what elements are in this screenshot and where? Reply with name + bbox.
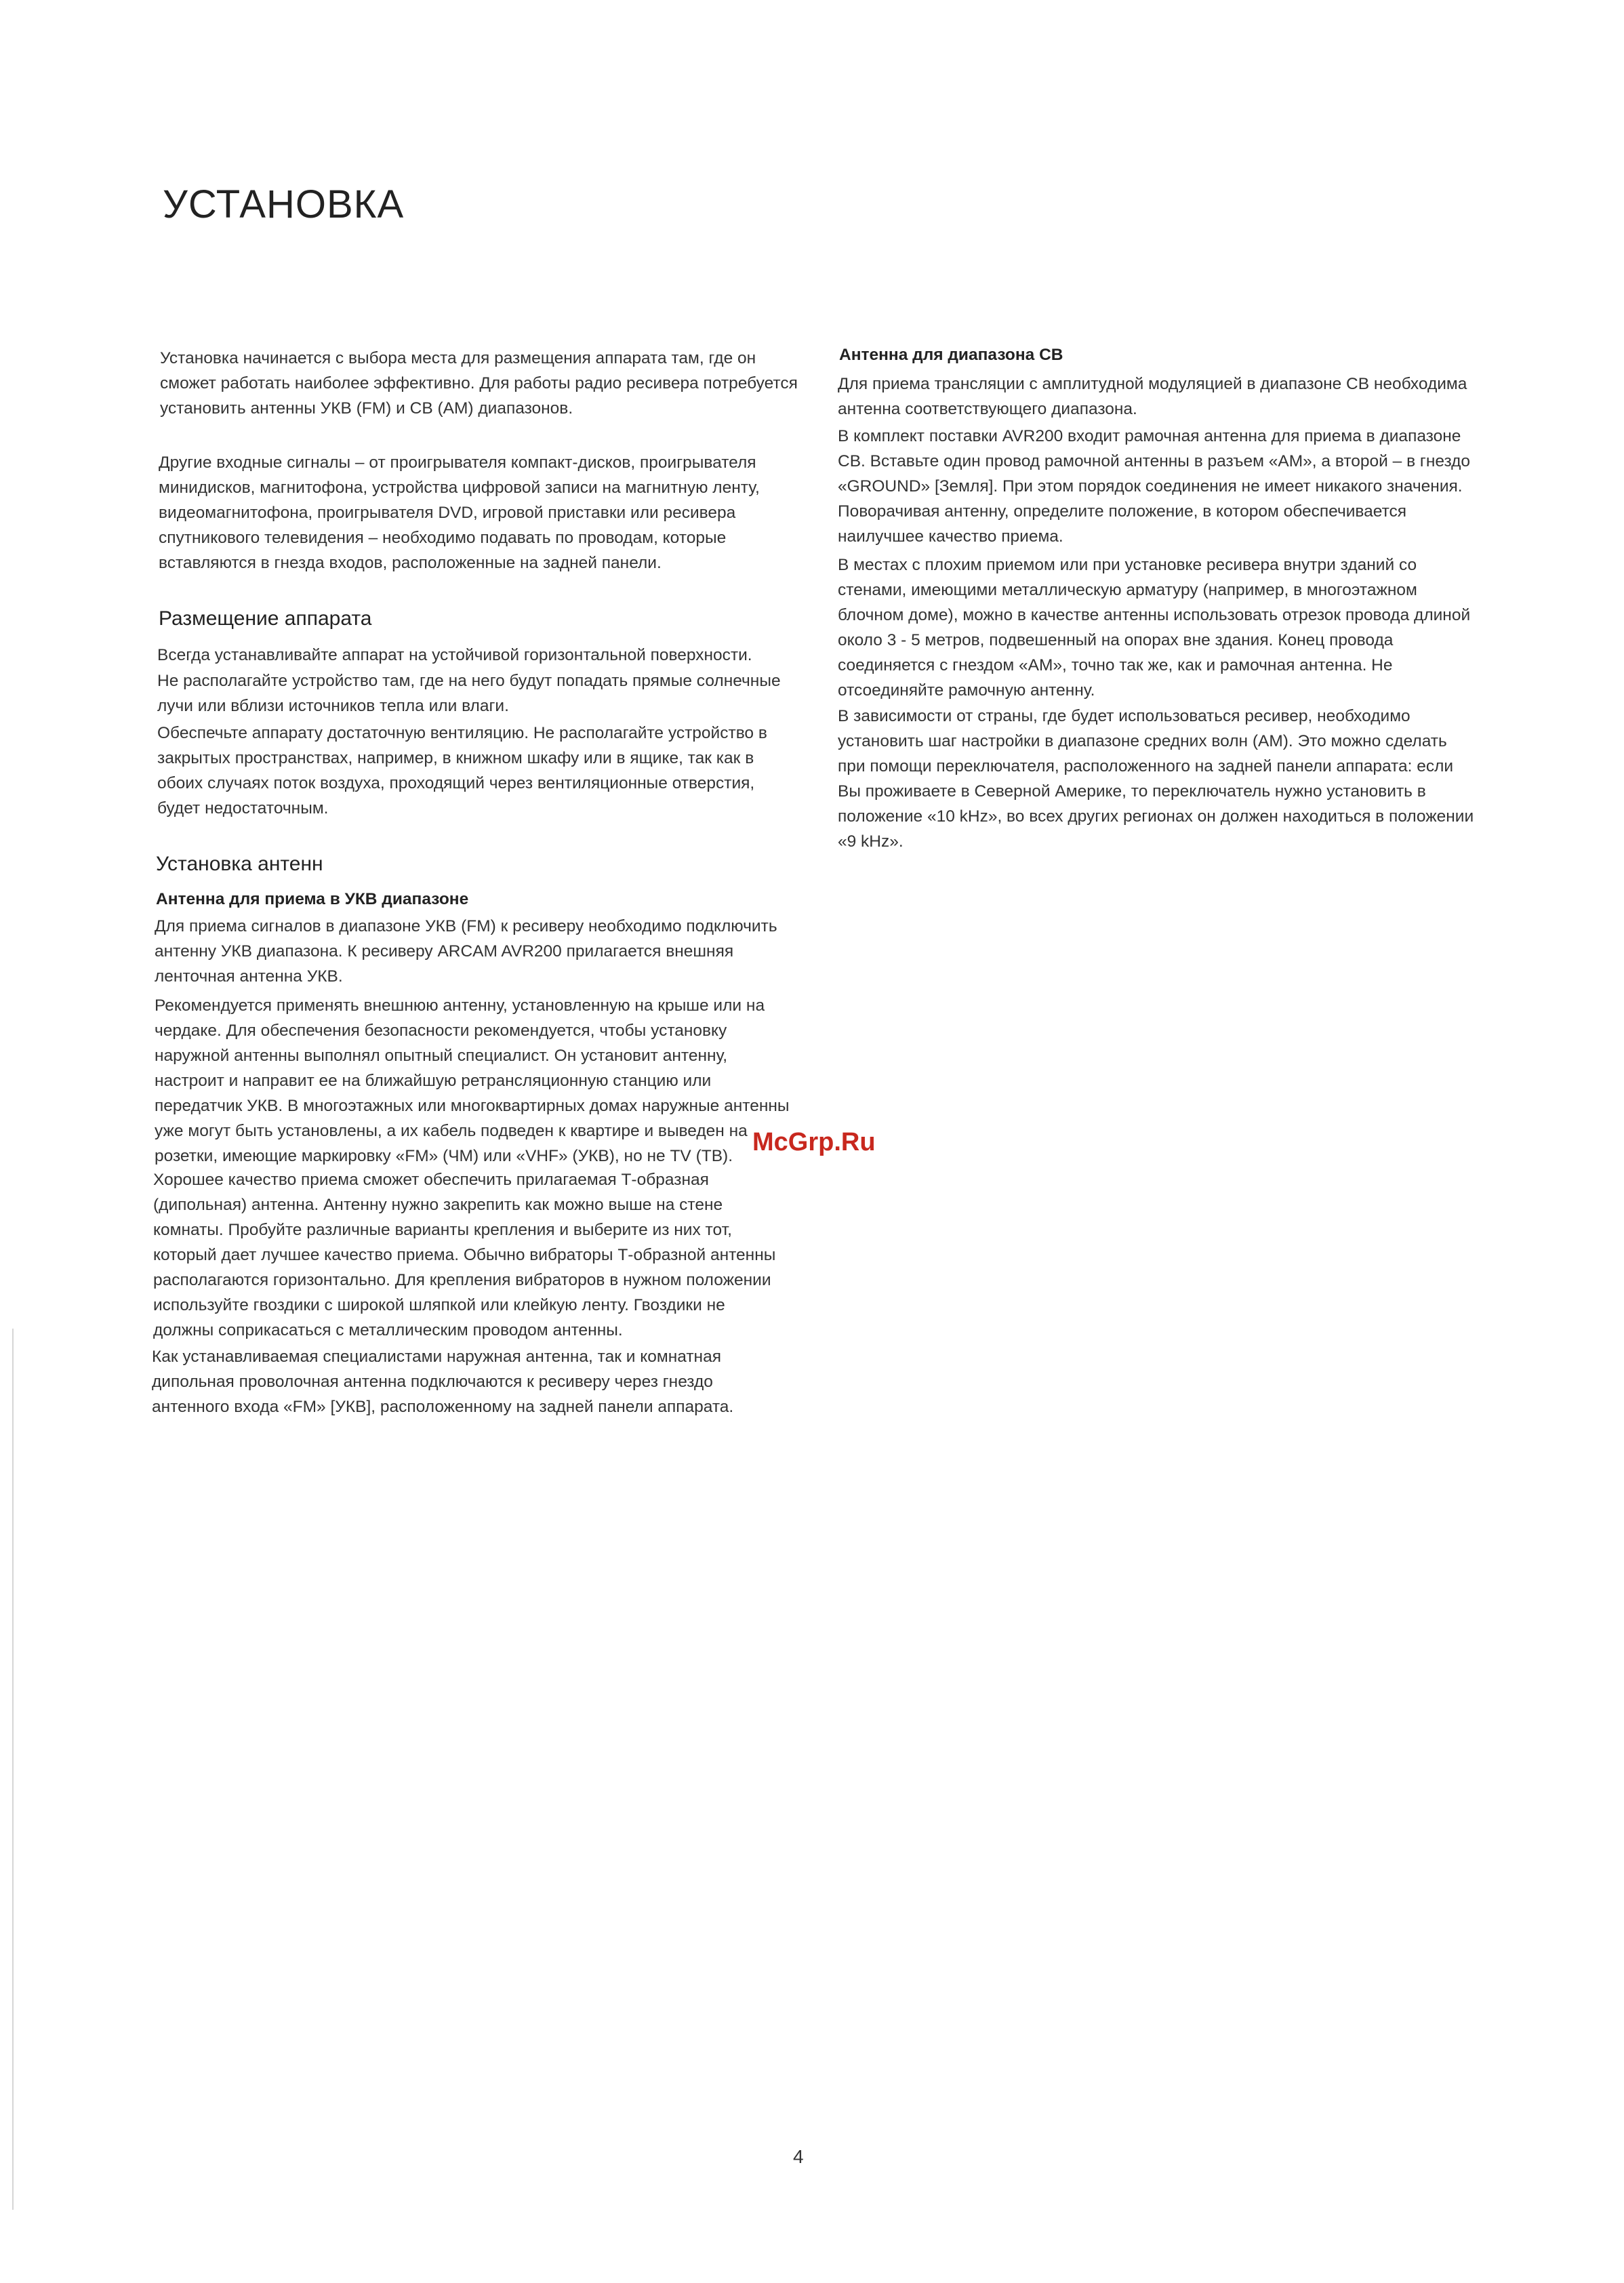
am-antenna-paragraph-2: В комплект поставки AVR200 входит рамочная антенна для приема в диапазоне СВ. Вставьте один провод рамочной антенны в разъем «AM», а второй – в гнездо «GROUND» [Земля]. При этом порядок соединения не имеет никакого значения. Поворачивая антенну, определите положение, в котором обеспечивается наилучшее качество приема.: [838, 427, 1471, 546]
watermark-text: McGrp.Ru: [752, 1128, 876, 1156]
am-antenna-paragraph-4: В зависимости от страны, где будет использоваться ресивер, необходимо установить шаг настройки в диапазоне средних волн (AM). Это можно сделать при помощи переключателя, расположенного на задней панели аппарата: если Вы проживаете в Северной Америке, то переключатель нужно установить в положение «10 kHz», во всех других регионах он должен находиться в положении «9 kHz».: [838, 707, 1474, 851]
fm-antenna-subheading: Антенна для приема в УКВ диапазоне: [156, 890, 469, 908]
page-title: УСТАНОВКА: [163, 182, 405, 226]
fm-antenna-paragraph-1: Для приема сигналов в диапазоне УКВ (FM) к ресиверу необходимо подключить антенну УКВ диапазона. К ресиверу ARCAM AVR200 прилагается внешняя ленточная антенна УКВ.: [155, 917, 777, 986]
am-antenna-paragraph-1: Для приема трансляции с амплитудной модуляцией в диапазоне СВ необходима антенна соответствующего диапазона.: [838, 375, 1467, 418]
placement-heading: Размещение аппарата: [159, 607, 372, 630]
placement-paragraph-1: Всегда устанавливайте аппарат на устойчивой горизонтальной поверхности.: [157, 646, 752, 664]
scan-edge-line: [12, 1329, 14, 2210]
fm-antenna-paragraph-2: Рекомендуется применять внешнюю антенну, установленную на крыше или на чердаке. Для обеспечения безопасности рекомендуется, чтобы установку наружной антенны выполнял опытный специалист. Он установит антенну, настроит и направит ее на ближайшую ретрансляционную станцию или передатчик УКВ. В многоэтажных или многоквартирных домах наружные антенны уже могут быть установлены, а их кабель подведен к квартире и выведен на розетки, имеющие маркировку «FM» (ЧМ) или «VHF» (УКВ), но не TV (ТВ).: [155, 996, 790, 1165]
fm-antenna-paragraph-3: Хорошее качество приема сможет обеспечить прилагаемая Т-образная (дипольная) антенна. Антенну нужно закрепить как можно выше на стене комнаты. Пробуйте различные варианты крепления и выберите из них тот, который дает лучшее качество приема. Обычно вибраторы Т-образной антенны располагаются горизонтально. Для крепления вибраторов в нужном положении используйте гвоздики с широкой шляпкой или клейкую ленту. Гвоздики не должны соприкасаться с металлическим проводом антенны.: [153, 1171, 776, 1339]
fm-antenna-paragraph-4: Как устанавливаемая специалистами наружная антенна, так и комнатная дипольная проволочная антенна подключаются к ресиверу через гнездо антенного входа «FM» [УКВ], расположенному на задней панели аппарата.: [152, 1348, 734, 1416]
placement-paragraph-3: Обеспечьте аппарату достаточную вентиляцию. Не располагайте устройство в закрытых пространствах, например, в книжном шкафу или в ящике, так как в обоих случаях поток воздуха, проходящий через вентиляционные отверстия, будет недостаточным.: [157, 724, 767, 817]
page-number: 4: [793, 2146, 804, 2167]
am-antenna-subheading: Антенна для диапазона СВ: [839, 346, 1063, 364]
placement-paragraph-2: Не располагайте устройство там, где на него будут попадать прямые солнечные лучи или вблизи источников тепла или влаги.: [157, 672, 781, 715]
intro-paragraph: Установка начинается с выбора места для размещения аппарата там, где он сможет работать наиболее эффективно. Для работы радио ресивера потребуется установить антенны УКВ (FM) и СВ (AM) диапазонов.: [160, 349, 798, 418]
antennas-heading: Установка антенн: [156, 853, 323, 875]
inputs-paragraph: Другие входные сигналы – от проигрывателя компакт-дисков, проигрывателя минидисков, магнитофона, устройства цифровой записи на магнитную ленту, видеомагнитофона, проигрывателя DVD, игровой приставки или ресивера спутникового телевидения – необходимо подавать по проводам, которые вставляются в гнезда входов, расположенные на задней панели.: [159, 453, 760, 572]
am-antenna-paragraph-3: В местах с плохим приемом или при установке ресивера внутри зданий со стенами, имеющими металлическую арматуру (например, в многоэтажном блочном доме), можно в качестве антенны использовать отрезок провода длиной около 3 - 5 метров, подвешенный на опорах вне здания. Конец провода соединяется с гнездом «AM», точно так же, как и рамочная антенна. Не отсоединяйте рамочную антенну.: [838, 556, 1471, 700]
